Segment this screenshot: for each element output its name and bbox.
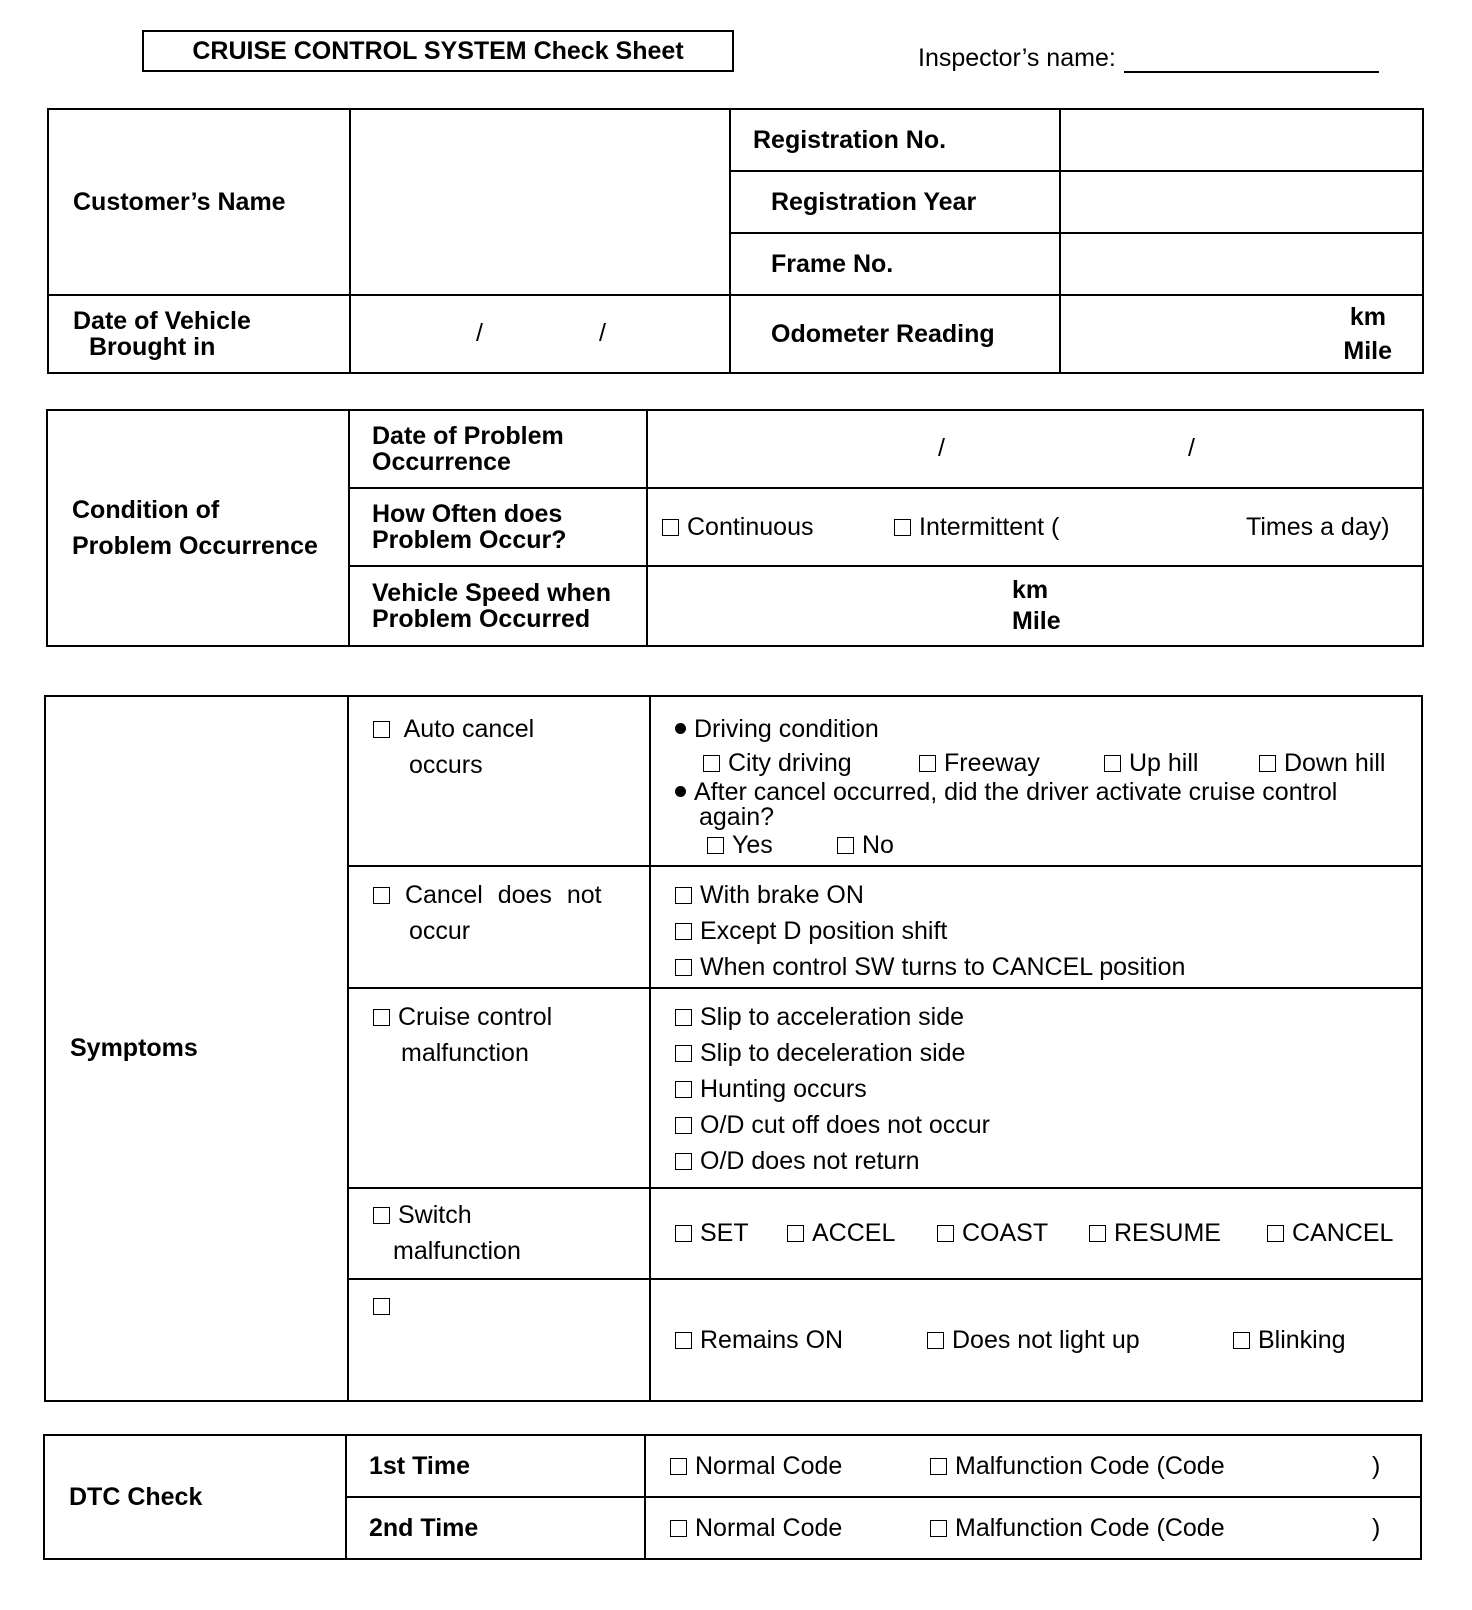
registration-no-label: Registration No.: [730, 109, 1060, 171]
first-malfunction-checkbox[interactable]: [930, 1458, 947, 1475]
registration-year-field[interactable]: [1060, 171, 1423, 233]
dtc-label: DTC Check: [44, 1435, 346, 1559]
dtc-table: [43, 1434, 1422, 1560]
bullet-icon: [675, 723, 686, 734]
accel-checkbox[interactable]: [787, 1225, 804, 1242]
slip-accel-option[interactable]: [675, 999, 1421, 1035]
problem-date-label-line2: Occurrence: [372, 448, 511, 476]
how-often-label-line1: How Often does: [372, 500, 563, 528]
cancel-label: CANCEL: [1292, 1219, 1394, 1247]
first-normal-label: Normal Code: [695, 1451, 843, 1480]
cruise-malfunction-label-line1: Cruise control: [398, 1003, 553, 1031]
odometer-unit-km: km: [1349, 303, 1386, 331]
with-brake-label: With brake ON: [700, 881, 864, 909]
date-brought-in-line1: Date of Vehicle: [73, 307, 251, 335]
problem-date-slash-1: /: [938, 434, 945, 462]
continuous-checkbox[interactable]: [662, 519, 679, 536]
slip-decel-checkbox[interactable]: [675, 1045, 692, 1062]
times-a-day-label: Times a day): [1246, 512, 1390, 541]
bullet-icon: [675, 786, 686, 797]
od-return-option[interactable]: [675, 1143, 1421, 1179]
condition-label-line2: Problem Occurrence: [72, 532, 318, 560]
blinking-checkbox[interactable]: [1233, 1332, 1250, 1349]
slip-decel-label: Slip to deceleration side: [700, 1039, 966, 1067]
remains-on-label: Remains ON: [700, 1325, 844, 1354]
registration-no-field[interactable]: [1060, 109, 1423, 171]
date-brought-in-field[interactable]: [350, 295, 730, 373]
hunting-checkbox[interactable]: [675, 1081, 692, 1098]
symptoms-label: Symptoms: [45, 696, 348, 1401]
no-label: No: [862, 831, 894, 859]
accel-label: ACCEL: [812, 1219, 896, 1247]
frame-no-field[interactable]: [1060, 233, 1423, 295]
down-hill-checkbox[interactable]: [1259, 755, 1276, 772]
cancel-not-label-line2: occur: [409, 917, 471, 945]
second-normal-label: Normal Code: [695, 1513, 843, 1542]
cruise-malfunction-option[interactable]: [348, 988, 650, 1188]
cancel-not-option[interactable]: [348, 866, 650, 988]
remains-on-checkbox[interactable]: [675, 1332, 692, 1349]
date-slash-2: /: [599, 319, 606, 347]
freeway-checkbox[interactable]: [919, 755, 936, 772]
cruise-malfunction-checkbox[interactable]: [373, 1009, 390, 1026]
does-not-light-option[interactable]: [927, 1326, 1233, 1355]
speed-unit-km: km: [1012, 576, 1049, 604]
problem-date-slash-2: /: [1188, 434, 1195, 462]
freeway-option[interactable]: [919, 747, 1104, 779]
set-checkbox[interactable]: [675, 1225, 692, 1242]
indicator-checkbox[interactable]: [373, 1298, 390, 1315]
with-brake-option[interactable]: [675, 877, 1421, 913]
remains-on-option[interactable]: [675, 1326, 927, 1355]
after-cancel-line2: again?: [699, 803, 775, 831]
how-often-label-line2: Problem Occur?: [372, 526, 567, 554]
problem-date-label: [349, 410, 647, 488]
registration-year-label: Registration Year: [730, 171, 1060, 233]
inspector-name-field[interactable]: [918, 44, 1379, 73]
coast-label: COAST: [962, 1219, 1049, 1247]
customer-name-label: Customer’s Name: [48, 109, 350, 295]
no-option[interactable]: [837, 829, 894, 861]
second-normal-checkbox[interactable]: [670, 1520, 687, 1537]
switch-malfunction-checkbox[interactable]: [373, 1207, 390, 1224]
date-brought-in-label: [48, 295, 350, 373]
speed-unit-mile: Mile: [1012, 607, 1061, 635]
cancel-not-details: [650, 866, 1422, 988]
speed-label-line1: Vehicle Speed when: [372, 579, 611, 607]
intermittent-option[interactable]: [894, 513, 1246, 542]
up-hill-checkbox[interactable]: [1104, 755, 1121, 772]
indicator-details: [650, 1279, 1422, 1401]
date-slash-1: /: [476, 319, 483, 347]
problem-date-field[interactable]: [647, 410, 1423, 488]
cancel-option[interactable]: [1267, 1219, 1393, 1248]
when-control-label: When control SW turns to CANCEL position: [700, 953, 1186, 981]
except-d-option[interactable]: [675, 913, 1421, 949]
second-time-label: 2nd Time: [346, 1497, 645, 1559]
slip-decel-option[interactable]: [675, 1035, 1421, 1071]
set-option[interactable]: [675, 1219, 787, 1248]
accel-option[interactable]: [787, 1219, 937, 1248]
cancel-not-label-line1: Cancel does not: [404, 881, 602, 909]
coast-option[interactable]: [937, 1219, 1089, 1248]
does-not-light-label: Does not light up: [952, 1325, 1140, 1354]
od-return-label: O/D does not return: [700, 1147, 920, 1175]
second-malfunction-option[interactable]: [930, 1514, 1372, 1543]
when-control-checkbox[interactable]: [675, 959, 692, 976]
od-cut-label: O/D cut off does not occur: [700, 1111, 990, 1139]
first-malfunction-option[interactable]: [930, 1452, 1372, 1481]
yes-option[interactable]: [707, 829, 837, 861]
city-driving-checkbox[interactable]: [703, 755, 720, 772]
page-title: CRUISE CONTROL SYSTEM Check Sheet: [142, 30, 734, 72]
odometer-unit-mile: Mile: [1343, 337, 1392, 365]
down-hill-option[interactable]: [1259, 747, 1385, 779]
od-return-checkbox[interactable]: [675, 1153, 692, 1170]
vehicle-info-table: [47, 108, 1424, 374]
switch-malfunction-details: [650, 1188, 1422, 1279]
od-cut-option[interactable]: [675, 1107, 1421, 1143]
hunting-option[interactable]: [675, 1071, 1421, 1107]
except-d-checkbox[interactable]: [675, 923, 692, 940]
except-d-label: Except D position shift: [700, 917, 948, 945]
how-often-label: [349, 488, 647, 566]
auto-cancel-label-line2: occurs: [409, 751, 483, 779]
continuous-label: Continuous: [687, 512, 814, 541]
yes-checkbox[interactable]: [707, 837, 724, 854]
auto-cancel-details: [650, 696, 1422, 866]
first-close-paren: ): [1372, 1451, 1381, 1480]
speed-field[interactable]: [647, 566, 1423, 646]
auto-cancel-checkbox[interactable]: [373, 721, 390, 738]
condition-label: [47, 410, 349, 646]
auto-cancel-label-line1: Auto cancel: [403, 715, 535, 743]
cruise-malfunction-label-line2: malfunction: [401, 1039, 529, 1067]
freeway-label: Freeway: [944, 749, 1040, 777]
slip-accel-label: Slip to acceleration side: [700, 1003, 965, 1031]
frame-no-label: Frame No.: [730, 233, 1060, 295]
customer-name-field[interactable]: [350, 109, 730, 295]
condition-label-line1: Condition of: [72, 496, 220, 524]
no-checkbox[interactable]: [837, 837, 854, 854]
first-malfunction-label: Malfunction Code (Code: [955, 1451, 1225, 1480]
intermittent-label: Intermittent (: [919, 512, 1060, 541]
indicator-option[interactable]: [348, 1279, 650, 1401]
symptoms-table: [44, 695, 1423, 1402]
first-time-label: 1st Time: [346, 1435, 645, 1497]
auto-cancel-option[interactable]: [348, 696, 650, 866]
switch-malfunction-label-line1: Switch: [398, 1201, 472, 1229]
speed-label-line2: Problem Occurred: [372, 605, 591, 633]
set-label: SET: [700, 1219, 749, 1247]
down-hill-label: Down hill: [1284, 749, 1386, 777]
condition-table: [46, 409, 1424, 647]
second-close-paren: ): [1372, 1513, 1381, 1542]
inspector-name-line[interactable]: [1124, 45, 1379, 73]
cruise-malfunction-details: [650, 988, 1422, 1188]
blinking-label: Blinking: [1258, 1325, 1346, 1354]
odometer-label: Odometer Reading: [730, 295, 1060, 373]
up-hill-label: Up hill: [1129, 749, 1199, 777]
how-often-options: [647, 488, 1423, 566]
second-time-options: [645, 1497, 1421, 1559]
blinking-option[interactable]: [1233, 1326, 1346, 1355]
with-brake-checkbox[interactable]: [675, 887, 692, 904]
speed-label: [349, 566, 647, 646]
hunting-label: Hunting occurs: [700, 1075, 867, 1103]
continuous-option[interactable]: [662, 513, 894, 542]
date-brought-in-line2: Brought in: [89, 333, 216, 361]
driving-condition-label: Driving condition: [694, 715, 879, 743]
coast-checkbox[interactable]: [937, 1225, 954, 1242]
yes-label: Yes: [732, 831, 773, 859]
when-control-option[interactable]: [675, 949, 1421, 985]
after-cancel-line1: After cancel occurred, did the driver activate cruise control: [694, 778, 1338, 806]
cancel-checkbox[interactable]: [1267, 1225, 1284, 1242]
inspector-label: Inspector’s name:: [918, 44, 1116, 72]
first-normal-option[interactable]: [670, 1452, 930, 1481]
resume-option[interactable]: [1089, 1219, 1267, 1248]
switch-malfunction-option[interactable]: [348, 1188, 650, 1279]
does-not-light-checkbox[interactable]: [927, 1332, 944, 1349]
intermittent-checkbox[interactable]: [894, 519, 911, 536]
second-normal-option[interactable]: [670, 1514, 930, 1543]
resume-checkbox[interactable]: [1089, 1225, 1106, 1242]
second-malfunction-checkbox[interactable]: [930, 1520, 947, 1537]
first-time-options: [645, 1435, 1421, 1497]
up-hill-option[interactable]: [1104, 747, 1259, 779]
switch-malfunction-label-line2: malfunction: [393, 1237, 521, 1265]
cancel-not-checkbox[interactable]: [373, 887, 390, 904]
odometer-field[interactable]: [1060, 295, 1423, 373]
second-malfunction-label: Malfunction Code (Code: [955, 1513, 1225, 1542]
resume-label: RESUME: [1114, 1219, 1221, 1247]
od-cut-checkbox[interactable]: [675, 1117, 692, 1134]
problem-date-label-line1: Date of Problem: [372, 422, 564, 450]
first-normal-checkbox[interactable]: [670, 1458, 687, 1475]
city-driving-label: City driving: [728, 749, 852, 777]
city-driving-option[interactable]: [703, 747, 919, 779]
slip-accel-checkbox[interactable]: [675, 1009, 692, 1026]
